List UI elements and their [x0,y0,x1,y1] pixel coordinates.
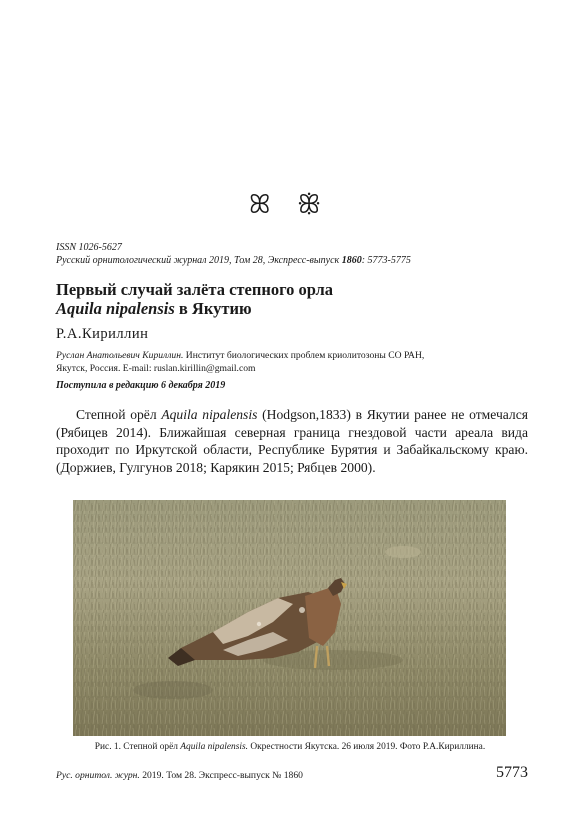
footer-issue: 2019. Том 28. Экспресс-выпуск № 1860 [139,770,303,781]
affiliation-institute: Институт биологических проблем криолитозоны СО РАН, [183,350,425,361]
title-line-2 [56,299,526,318]
affiliation-name: Руслан Анатольевич Кириллин. [56,350,184,361]
ornament: ꕤ ꕥ [248,190,332,219]
affiliation-line-1 [56,349,526,362]
received-date: Поступила в редакцию 6 декабря 2019 [56,380,226,391]
article-title [56,280,526,318]
page-number: 5773 [496,764,528,781]
figure-caption [0,742,580,752]
caption-prefix: Рис. 1. Степной орёл [94,742,181,752]
journal-prefix: Русский орнитологический журнал 2019, Том 28, Экспресс-выпуск [56,255,342,266]
paragraph-start: Степной орёл [76,407,162,422]
title-latin-name: Aquila nipalensis [56,299,175,318]
footer-citation [56,770,303,781]
footer-journal: Рус. орнитол. журн. [56,770,140,781]
affiliation [56,349,526,375]
caption-latin-name: Aquila nipalensis. [180,742,248,752]
eagle-photo [73,500,506,736]
issn: ISSN 1026-5627 [56,242,122,253]
body-text [56,406,528,476]
title-line-2-rest: в Якутию [174,299,252,318]
paragraph-latin-name: Aquila nipalensis [161,407,258,422]
journal-line [56,254,526,267]
paragraph-rest: (Hodgson,1833) в Якутии ранее не отмечался (Рябицев 2014). Ближайшая северная граница гнездовой части ареала вида проходит по Иркутской области, Республике Бурятия и Забайкальскому краю. (Доржиев, Гулгунов 2018; Карякин 2015; Рябцев 2000). [56,407,528,475]
affiliation-line-2: Якутск, Россия. E-mail: ruslan.kirillin@gmail.com [56,363,256,374]
caption-rest: Окрестности Якутска. 26 июля 2019. Фото Р.А.Кириллина. [248,742,486,752]
journal-pages: : 5773-5775 [361,255,411,266]
title-line-1: Первый случай залёта степного орла [56,280,334,299]
paragraph [56,406,528,476]
author: Р.А.Кириллин [56,326,149,342]
journal-issue: 1860 [341,255,362,266]
